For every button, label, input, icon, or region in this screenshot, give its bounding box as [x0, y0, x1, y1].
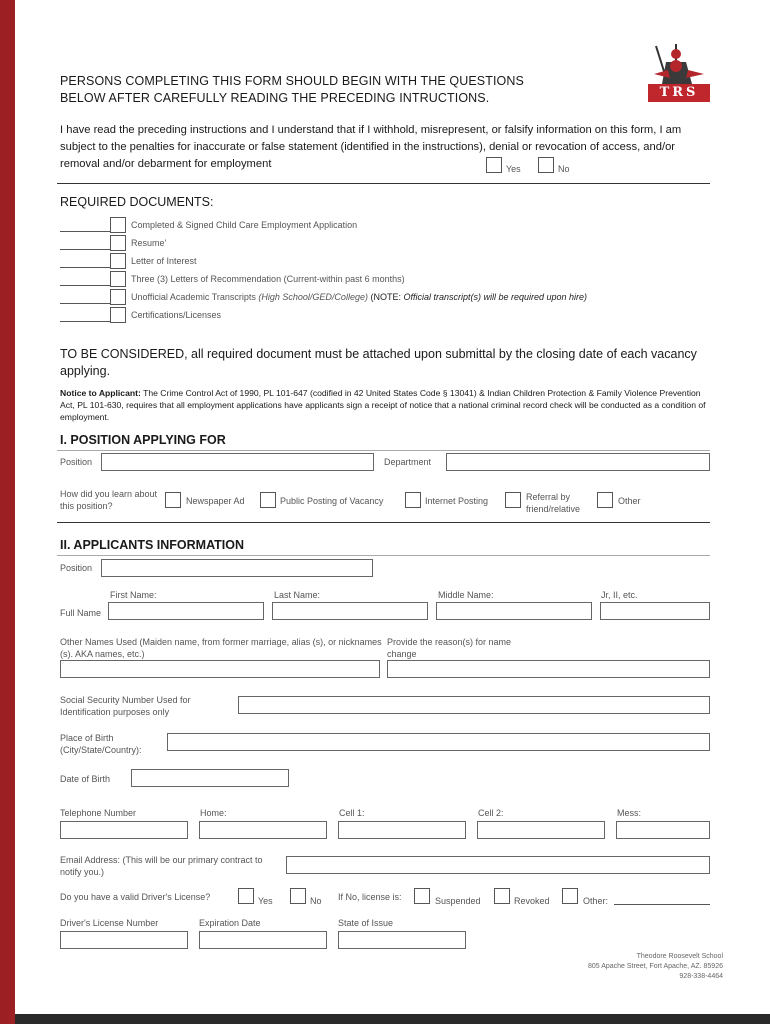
state-issue-input[interactable]	[338, 931, 466, 949]
footer-phone: 928-338-4464	[679, 973, 723, 980]
logo-text: TRS	[659, 85, 699, 100]
expiration-label: Expiration Date	[199, 918, 261, 928]
revoked-checkbox[interactable]	[494, 888, 510, 904]
full-name-label: Full Name	[60, 608, 102, 618]
birth-place-input[interactable]	[167, 733, 710, 751]
other-names-label: Other Names Used (Maiden name, from former marriage, alias (s), or nicknames (s). AKA names, etc.)	[60, 637, 382, 659]
cell1-input[interactable]	[338, 821, 466, 839]
dob-input[interactable]	[131, 769, 289, 787]
doc-checkbox-resume[interactable]	[110, 235, 126, 251]
applicant-position-label: Position	[60, 563, 93, 573]
left-accent-bar	[0, 0, 15, 1024]
doc-initial-line[interactable]	[60, 249, 110, 250]
doc-checkbox-letter-interest[interactable]	[110, 253, 126, 269]
first-name-label: First Name:	[110, 590, 157, 600]
mess-label: Mess:	[617, 808, 642, 818]
ack-yes-label: Yes	[506, 164, 521, 174]
internet-posting-label: Internet Posting	[425, 496, 489, 506]
acknowledgement-text: I have read the preceding instructions and I understand that if I withhold, misrepresent, or falsify information on this form, I am subject to the penalties for inaccurate or false statement (identified in the instructions), denial or revocation of access, and/or removal and/or debarment for employment	[60, 124, 682, 170]
other-source-label: Other	[618, 496, 641, 506]
notice-label: Notice to Applicant:	[60, 388, 141, 398]
internet-posting-checkbox[interactable]	[405, 492, 421, 508]
doc-initial-line[interactable]	[60, 321, 110, 322]
ack-yes-checkbox[interactable]	[486, 157, 502, 173]
first-name-input[interactable]	[108, 602, 264, 620]
divider	[57, 183, 710, 184]
suspended-label: Suspended	[435, 896, 481, 906]
other-status-label: Other:	[583, 896, 609, 906]
doc-checkbox-certifications[interactable]	[110, 307, 126, 323]
department-input[interactable]	[446, 453, 710, 471]
public-posting-checkbox[interactable]	[260, 492, 276, 508]
cell1-label: Cell 1:	[339, 808, 365, 818]
section-2-title: II. APPLICANTS INFORMATION	[60, 538, 245, 552]
consider-statement: TO BE CONSIDERED, all required document must be attached upon submittal by the closing date of each vacancy applying.	[60, 347, 697, 378]
email-input[interactable]	[286, 856, 710, 874]
required-docs-title: REQUIRED DOCUMENTS:	[60, 195, 214, 209]
footer-school: Theodore Roosevelt School	[636, 953, 723, 960]
header-line-1: PERSONS COMPLETING THIS FORM SHOULD BEGIN WITH THE QUESTIONS	[60, 74, 524, 88]
school-footer	[588, 952, 723, 982]
home-phone-label: Home:	[200, 808, 227, 818]
doc-initial-line[interactable]	[60, 231, 110, 232]
ssn-input[interactable]	[238, 696, 710, 714]
if-no-label: If No, license is:	[338, 892, 402, 902]
transcripts-note: Official transcript(s) will be required upon hire)	[403, 292, 588, 302]
email-label: Email Address: (This will be our primary contract to notify you.)	[60, 855, 263, 877]
applicant-position-input[interactable]	[101, 559, 373, 577]
bottom-accent-bar	[15, 1014, 770, 1024]
license-question-label: Do you have a valid Driver's License?	[60, 892, 211, 902]
doc-checkbox-recommendation[interactable]	[110, 271, 126, 287]
doc-label-certifications: Certifications/Licenses	[131, 310, 222, 320]
name-change-reason-input[interactable]	[387, 660, 710, 678]
transcripts-paren: (High School/GED/College)	[258, 292, 368, 302]
header-line-2: BELOW AFTER CAREFULLY READING THE PRECEDING INTRUCTIONS.	[60, 91, 490, 105]
other-source-checkbox[interactable]	[597, 492, 613, 508]
doc-label-letter-interest: Letter of Interest	[131, 256, 197, 266]
form-header	[60, 73, 524, 107]
department-label: Department	[384, 457, 432, 467]
license-no-checkbox[interactable]	[290, 888, 306, 904]
ack-no-label: No	[558, 164, 570, 174]
expiration-input[interactable]	[199, 931, 327, 949]
cell2-label: Cell 2:	[478, 808, 504, 818]
suffix-label: Jr, II, etc.	[601, 590, 638, 600]
middle-name-label: Middle Name:	[438, 590, 494, 600]
notice-text: The Crime Control Act of 1990, PL 101-647 (codified in 42 United States Code § 13041) & Indian Children Protection & Family Violence Prevention Act, PL 101-630, requires that all employment applications have applicants sign a receipt of notice that a national criminal record check will be conducted as a condition of employment.	[60, 388, 706, 422]
suspended-checkbox[interactable]	[414, 888, 430, 904]
name-change-reason-label: Provide the reason(s) for name change	[387, 637, 512, 659]
mess-input[interactable]	[616, 821, 710, 839]
newspaper-ad-label: Newspaper Ad	[186, 496, 245, 506]
doc-label-resume: Resume'	[131, 238, 167, 248]
license-number-input[interactable]	[60, 931, 188, 949]
doc-initial-line[interactable]	[60, 267, 110, 268]
last-name-label: Last Name:	[274, 590, 321, 600]
license-number-label: Driver's License Number	[60, 918, 159, 928]
notice-to-applicant	[60, 387, 710, 423]
doc-checkbox-transcripts[interactable]	[110, 289, 126, 305]
license-yes-label: Yes	[258, 896, 273, 906]
divider	[57, 450, 710, 451]
position-label: Position	[60, 457, 93, 467]
ack-no-checkbox[interactable]	[538, 157, 554, 173]
license-yes-checkbox[interactable]	[238, 888, 254, 904]
doc-initial-line[interactable]	[60, 285, 110, 286]
doc-label-recommendation: Three (3) Letters of Recommendation (Current-within past 6 months)	[131, 274, 405, 284]
footer-address: 805 Apache Street, Fort Apache, AZ. 85926	[587, 963, 723, 970]
ssn-label: Social Security Number Used for Identification purposes only	[60, 695, 191, 717]
last-name-input[interactable]	[272, 602, 428, 620]
divider	[57, 555, 710, 556]
home-phone-input[interactable]	[199, 821, 327, 839]
doc-initial-line[interactable]	[60, 303, 110, 304]
transcripts-note-label: (NOTE:	[370, 292, 401, 302]
transcripts-label: Unofficial Academic Transcripts	[131, 292, 256, 302]
other-status-line[interactable]	[614, 904, 710, 905]
doc-label-transcripts	[131, 292, 587, 302]
how-heard-label: How did you learn about this position?	[60, 489, 158, 511]
divider	[57, 522, 710, 523]
public-posting-label: Public Posting of Vacancy	[280, 496, 384, 506]
section-1-title: I. POSITION APPLYING FOR	[60, 433, 226, 447]
birth-place-label: Place of Birth (City/State/Country):	[60, 733, 142, 755]
other-names-input[interactable]	[60, 660, 380, 678]
revoked-label: Revoked	[514, 896, 550, 906]
referral-label: Referral by friend/relative	[526, 492, 581, 514]
doc-checkbox-application[interactable]	[110, 217, 126, 233]
telephone-label: Telephone Number	[60, 808, 137, 818]
referral-checkbox[interactable]	[505, 492, 521, 508]
newspaper-ad-checkbox[interactable]	[165, 492, 181, 508]
dob-label: Date of Birth	[60, 774, 111, 784]
school-logo	[646, 44, 712, 104]
other-status-checkbox[interactable]	[562, 888, 578, 904]
license-no-label: No	[310, 896, 322, 906]
suffix-input[interactable]	[600, 602, 710, 620]
position-applying-input[interactable]	[101, 453, 374, 471]
cell2-input[interactable]	[477, 821, 605, 839]
doc-label-application: Completed & Signed Child Care Employment Application	[131, 220, 358, 230]
telephone-input[interactable]	[60, 821, 188, 839]
state-issue-label: State of Issue	[338, 918, 394, 928]
middle-name-input[interactable]	[436, 602, 592, 620]
